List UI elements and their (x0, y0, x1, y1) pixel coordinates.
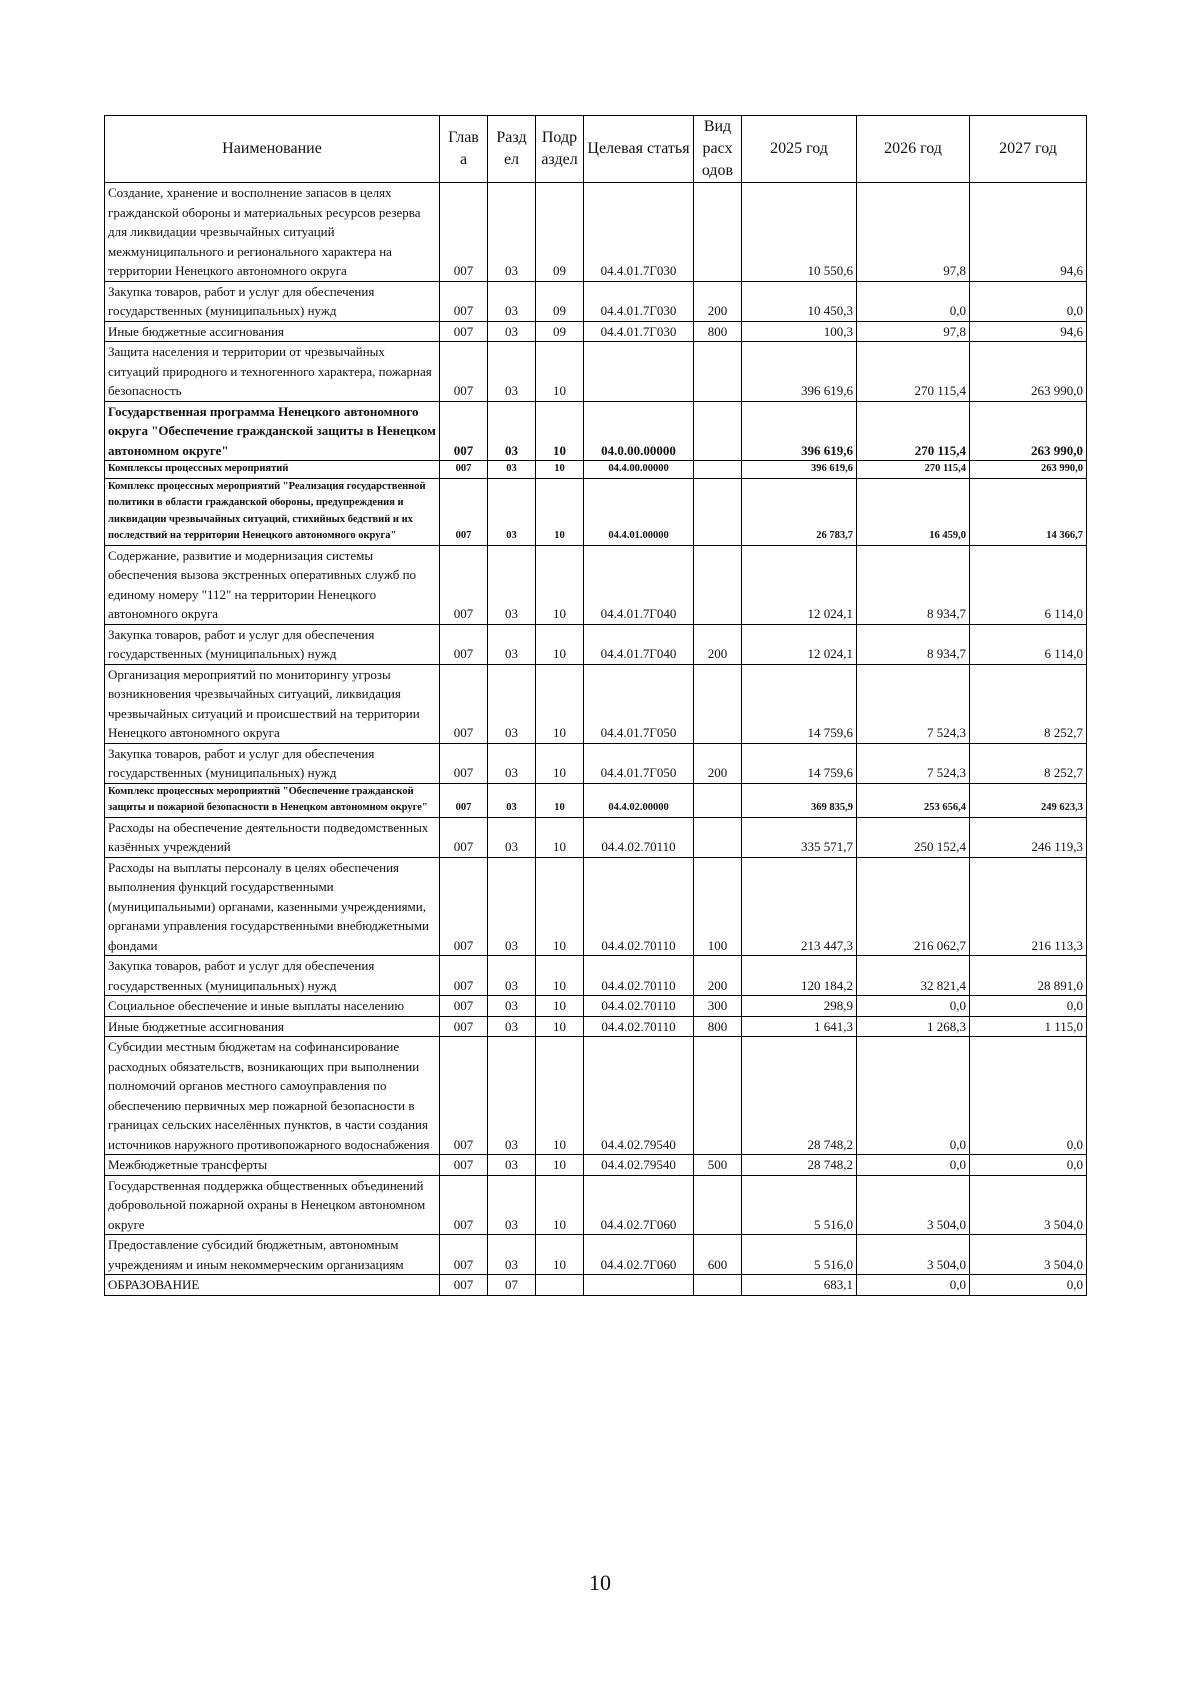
cell-podrazdel: 10 (536, 743, 584, 783)
cell-target: 04.4.02.70110 (584, 857, 694, 956)
cell-target: 04.4.02.00000 (584, 783, 694, 817)
table-body (105, 183, 1087, 1296)
cell-y2026: 0,0 (857, 1275, 970, 1296)
cell-razdel: 07 (488, 1275, 536, 1296)
cell-vid (694, 817, 742, 857)
cell-glava: 007 (440, 743, 488, 783)
cell-y2026: 3 504,0 (857, 1235, 970, 1275)
cell-target: 04.4.00.00000 (584, 461, 694, 479)
cell-y2026: 7 524,3 (857, 743, 970, 783)
cell-podrazdel: 09 (536, 281, 584, 321)
cell-podrazdel: 10 (536, 461, 584, 479)
cell-glava: 007 (440, 1037, 488, 1155)
cell-podrazdel: 10 (536, 401, 584, 461)
cell-podrazdel: 10 (536, 545, 584, 624)
cell-razdel: 03 (488, 401, 536, 461)
cell-target: 04.4.02.7Г060 (584, 1175, 694, 1235)
cell-podrazdel: 10 (536, 1235, 584, 1275)
header-glava: Глав а (440, 116, 488, 183)
cell-name: Комплексы процессных мероприятий (105, 461, 440, 479)
cell-vid (694, 1275, 742, 1296)
cell-y2025: 1 641,3 (742, 1016, 857, 1037)
cell-y2025: 12 024,1 (742, 545, 857, 624)
cell-y2025: 26 783,7 (742, 478, 857, 545)
cell-y2025: 14 759,6 (742, 743, 857, 783)
cell-glava: 007 (440, 281, 488, 321)
cell-name: Содержание, развитие и модернизация системы обеспечения вызова экстренных оперативных служб по единому номеру "112" на территории Ненецкого автономного округа (105, 545, 440, 624)
cell-name: Субсидии местным бюджетам на софинансирование расходных обязательств, возникающих при выполнении полномочий органов местного самоуправления по обеспечению первичных мер пожарной безопасности в границах сельских населённых пунктов, в части создания источников наружного противопожарного водоснабжения (105, 1037, 440, 1155)
cell-glava: 007 (440, 956, 488, 996)
cell-podrazdel: 10 (536, 1016, 584, 1037)
cell-name: Защита населения и территории от чрезвычайных ситуаций природного и техногенного характера, пожарная безопасность (105, 342, 440, 402)
cell-vid: 200 (694, 743, 742, 783)
cell-vid (694, 664, 742, 743)
cell-y2025: 213 447,3 (742, 857, 857, 956)
cell-y2027: 8 252,7 (970, 743, 1087, 783)
table-row (105, 857, 1087, 956)
cell-podrazdel: 10 (536, 342, 584, 402)
cell-target: 04.4.01.7Г050 (584, 743, 694, 783)
table-row (105, 461, 1087, 479)
cell-y2026: 3 504,0 (857, 1175, 970, 1235)
cell-name: Расходы на выплаты персоналу в целях обеспечения выполнения функций государственными (муниципальными) органами, казенными учреждениями, органами управления государственными внебюджетными фондами (105, 857, 440, 956)
cell-glava: 007 (440, 401, 488, 461)
cell-razdel: 03 (488, 743, 536, 783)
cell-vid (694, 783, 742, 817)
cell-glava: 007 (440, 1175, 488, 1235)
table-row (105, 401, 1087, 461)
cell-vid (694, 183, 742, 282)
cell-name: Закупка товаров, работ и услуг для обеспечения государственных (муниципальных) нужд (105, 281, 440, 321)
cell-glava: 007 (440, 342, 488, 402)
cell-vid: 100 (694, 857, 742, 956)
cell-target: 04.4.02.7Г060 (584, 1235, 694, 1275)
cell-y2026: 0,0 (857, 996, 970, 1017)
cell-vid (694, 401, 742, 461)
cell-razdel: 03 (488, 817, 536, 857)
cell-target (584, 342, 694, 402)
cell-razdel: 03 (488, 664, 536, 743)
table-row (105, 996, 1087, 1017)
cell-y2027: 263 990,0 (970, 401, 1087, 461)
cell-glava: 007 (440, 996, 488, 1017)
cell-name: Иные бюджетные ассигнования (105, 321, 440, 342)
cell-razdel: 03 (488, 1155, 536, 1176)
cell-y2026: 270 115,4 (857, 461, 970, 479)
cell-glava: 007 (440, 817, 488, 857)
cell-target: 04.4.02.70110 (584, 956, 694, 996)
cell-y2025: 100,3 (742, 321, 857, 342)
cell-razdel: 03 (488, 321, 536, 342)
cell-glava: 007 (440, 783, 488, 817)
cell-podrazdel: 09 (536, 183, 584, 282)
cell-vid: 800 (694, 321, 742, 342)
cell-target: 04.4.01.7Г030 (584, 183, 694, 282)
table-row (105, 743, 1087, 783)
cell-name: Комплекс процессных мероприятий "Обеспечение гражданской защиты и пожарной безопасности в Ненецком автономном округе" (105, 783, 440, 817)
cell-name: Закупка товаров, работ и услуг для обеспечения государственных (муниципальных) нужд (105, 743, 440, 783)
cell-y2027: 263 990,0 (970, 461, 1087, 479)
header-y2026: 2026 год (857, 116, 970, 183)
cell-y2026: 0,0 (857, 1037, 970, 1155)
cell-razdel: 03 (488, 624, 536, 664)
cell-target: 04.4.02.79540 (584, 1155, 694, 1176)
cell-y2027: 249 623,3 (970, 783, 1087, 817)
cell-podrazdel: 10 (536, 783, 584, 817)
cell-vid: 200 (694, 281, 742, 321)
cell-y2026: 0,0 (857, 1155, 970, 1176)
cell-y2027: 14 366,7 (970, 478, 1087, 545)
cell-razdel: 03 (488, 478, 536, 545)
cell-name: Социальное обеспечение и иные выплаты населению (105, 996, 440, 1017)
cell-name: ОБРАЗОВАНИЕ (105, 1275, 440, 1296)
cell-y2026: 8 934,7 (857, 624, 970, 664)
table-row (105, 478, 1087, 545)
cell-y2026: 253 656,4 (857, 783, 970, 817)
cell-y2025: 120 184,2 (742, 956, 857, 996)
cell-y2027: 6 114,0 (970, 545, 1087, 624)
cell-y2027: 94,6 (970, 183, 1087, 282)
cell-glava: 007 (440, 183, 488, 282)
cell-name: Государственная поддержка общественных объединений добровольной пожарной охраны в Ненецком автономном округе (105, 1175, 440, 1235)
cell-y2025: 396 619,6 (742, 461, 857, 479)
cell-y2026: 8 934,7 (857, 545, 970, 624)
table-row (105, 342, 1087, 402)
cell-y2027: 94,6 (970, 321, 1087, 342)
cell-y2026: 270 115,4 (857, 401, 970, 461)
cell-name: Создание, хранение и восполнение запасов в целях гражданской обороны и материальных ресурсов резерва для ликвидации чрезвычайных ситуаций межмуниципального и регионального характера на территории Ненецкого автономного округа (105, 183, 440, 282)
cell-name: Организация мероприятий по мониторингу угрозы возникновения чрезвычайных ситуаций, ликвидация чрезвычайных ситуаций и происшествий на территории Ненецкого автономного округа (105, 664, 440, 743)
table-row (105, 1175, 1087, 1235)
cell-vid: 800 (694, 1016, 742, 1037)
cell-podrazdel: 10 (536, 664, 584, 743)
table-row (105, 321, 1087, 342)
cell-name: Иные бюджетные ассигнования (105, 1016, 440, 1037)
cell-y2026: 270 115,4 (857, 342, 970, 402)
cell-name: Закупка товаров, работ и услуг для обеспечения государственных (муниципальных) нужд (105, 956, 440, 996)
cell-y2025: 335 571,7 (742, 817, 857, 857)
cell-glava: 007 (440, 545, 488, 624)
cell-target: 04.4.02.70110 (584, 996, 694, 1017)
cell-y2025: 396 619,6 (742, 401, 857, 461)
cell-y2026: 32 821,4 (857, 956, 970, 996)
cell-vid: 200 (694, 956, 742, 996)
cell-y2027: 263 990,0 (970, 342, 1087, 402)
cell-y2027: 0,0 (970, 1155, 1087, 1176)
cell-y2025: 298,9 (742, 996, 857, 1017)
table-row (105, 183, 1087, 282)
table-row (105, 817, 1087, 857)
cell-y2026: 216 062,7 (857, 857, 970, 956)
cell-glava: 007 (440, 624, 488, 664)
cell-y2027: 6 114,0 (970, 624, 1087, 664)
table-row (105, 956, 1087, 996)
cell-y2025: 10 550,6 (742, 183, 857, 282)
cell-target: 04.0.00.00000 (584, 401, 694, 461)
cell-vid: 600 (694, 1235, 742, 1275)
cell-razdel: 03 (488, 857, 536, 956)
cell-name: Предоставление субсидий бюджетным, автономным учреждениям и иным некоммерческим организациям (105, 1235, 440, 1275)
cell-target: 04.4.01.7Г040 (584, 624, 694, 664)
cell-glava: 007 (440, 1235, 488, 1275)
cell-y2027: 8 252,7 (970, 664, 1087, 743)
cell-name: Межбюджетные трансферты (105, 1155, 440, 1176)
cell-podrazdel: 10 (536, 857, 584, 956)
cell-y2027: 3 504,0 (970, 1235, 1087, 1275)
cell-podrazdel: 10 (536, 956, 584, 996)
cell-glava: 007 (440, 857, 488, 956)
cell-vid: 500 (694, 1155, 742, 1176)
cell-razdel: 03 (488, 1235, 536, 1275)
cell-name: Расходы на обеспечение деятельности подведомственных казённых учреждений (105, 817, 440, 857)
cell-podrazdel: 09 (536, 321, 584, 342)
cell-razdel: 03 (488, 1175, 536, 1235)
cell-y2027: 0,0 (970, 1037, 1087, 1155)
cell-vid (694, 478, 742, 545)
cell-y2025: 683,1 (742, 1275, 857, 1296)
cell-podrazdel: 10 (536, 817, 584, 857)
cell-y2025: 28 748,2 (742, 1155, 857, 1176)
budget-table (104, 115, 1087, 1296)
cell-y2026: 1 268,3 (857, 1016, 970, 1037)
cell-y2026: 16 459,0 (857, 478, 970, 545)
table-row (105, 783, 1087, 817)
cell-y2027: 1 115,0 (970, 1016, 1087, 1037)
cell-target (584, 1275, 694, 1296)
table-header-row (105, 116, 1087, 183)
cell-y2025: 5 516,0 (742, 1235, 857, 1275)
cell-target: 04.4.01.7Г050 (584, 664, 694, 743)
cell-target: 04.4.01.7Г040 (584, 545, 694, 624)
cell-target: 04.4.02.79540 (584, 1037, 694, 1155)
cell-podrazdel: 10 (536, 1155, 584, 1176)
cell-name: Комплекс процессных мероприятий "Реализация государственной политики в области гражданской обороны, предупреждения и ликвидации чрезвычайных ситуаций, стихийных бедствий и их последствий на территории Ненецкого автономного округа" (105, 478, 440, 545)
table-row (105, 1037, 1087, 1155)
cell-razdel: 03 (488, 342, 536, 402)
cell-y2025: 14 759,6 (742, 664, 857, 743)
cell-target: 04.4.01.7Г030 (584, 321, 694, 342)
cell-razdel: 03 (488, 545, 536, 624)
table-row (105, 1275, 1087, 1296)
cell-razdel: 03 (488, 183, 536, 282)
cell-podrazdel (536, 1275, 584, 1296)
cell-razdel: 03 (488, 783, 536, 817)
cell-y2027: 0,0 (970, 996, 1087, 1017)
cell-vid (694, 1037, 742, 1155)
table-row (105, 624, 1087, 664)
cell-target: 04.4.01.00000 (584, 478, 694, 545)
table-row (105, 1155, 1087, 1176)
header-razdel: Разд ел (488, 116, 536, 183)
cell-y2027: 216 113,3 (970, 857, 1087, 956)
cell-y2027: 0,0 (970, 1275, 1087, 1296)
header-podrazdel: Подр аздел (536, 116, 584, 183)
cell-glava: 007 (440, 1155, 488, 1176)
cell-y2025: 396 619,6 (742, 342, 857, 402)
cell-y2025: 10 450,3 (742, 281, 857, 321)
cell-y2027: 28 891,0 (970, 956, 1087, 996)
cell-y2025: 5 516,0 (742, 1175, 857, 1235)
cell-glava: 007 (440, 1016, 488, 1037)
cell-target: 04.4.02.70110 (584, 1016, 694, 1037)
cell-razdel: 03 (488, 1016, 536, 1037)
cell-name: Закупка товаров, работ и услуг для обеспечения государственных (муниципальных) нужд (105, 624, 440, 664)
cell-razdel: 03 (488, 461, 536, 479)
header-y2025: 2025 год (742, 116, 857, 183)
cell-y2026: 0,0 (857, 281, 970, 321)
cell-podrazdel: 10 (536, 478, 584, 545)
cell-y2026: 97,8 (857, 183, 970, 282)
cell-y2025: 369 835,9 (742, 783, 857, 817)
table-row (105, 1235, 1087, 1275)
header-y2027: 2027 год (970, 116, 1087, 183)
table-row (105, 1016, 1087, 1037)
cell-glava: 007 (440, 1275, 488, 1296)
cell-glava: 007 (440, 478, 488, 545)
cell-target: 04.4.02.70110 (584, 817, 694, 857)
table-row (105, 281, 1087, 321)
table-row (105, 545, 1087, 624)
cell-vid (694, 545, 742, 624)
cell-podrazdel: 10 (536, 1037, 584, 1155)
cell-vid (694, 461, 742, 479)
cell-podrazdel: 10 (536, 996, 584, 1017)
cell-y2027: 3 504,0 (970, 1175, 1087, 1235)
cell-name: Государственная программа Ненецкого автономного округа "Обеспечение гражданской защиты в Ненецком автономном округе" (105, 401, 440, 461)
cell-y2026: 250 152,4 (857, 817, 970, 857)
cell-y2027: 0,0 (970, 281, 1087, 321)
cell-razdel: 03 (488, 281, 536, 321)
cell-podrazdel: 10 (536, 624, 584, 664)
cell-razdel: 03 (488, 1037, 536, 1155)
cell-glava: 007 (440, 321, 488, 342)
cell-vid (694, 342, 742, 402)
cell-y2025: 12 024,1 (742, 624, 857, 664)
cell-glava: 007 (440, 461, 488, 479)
cell-y2026: 97,8 (857, 321, 970, 342)
header-target: Целевая статья (584, 116, 694, 183)
cell-y2026: 7 524,3 (857, 664, 970, 743)
cell-razdel: 03 (488, 956, 536, 996)
cell-target: 04.4.01.7Г030 (584, 281, 694, 321)
cell-vid: 200 (694, 624, 742, 664)
cell-glava: 007 (440, 664, 488, 743)
header-name: Наименование (105, 116, 440, 183)
cell-podrazdel: 10 (536, 1175, 584, 1235)
cell-vid: 300 (694, 996, 742, 1017)
cell-vid (694, 1175, 742, 1235)
cell-y2025: 28 748,2 (742, 1037, 857, 1155)
page-number: 10 (589, 1570, 611, 1595)
table-row (105, 664, 1087, 743)
header-vid: Вид расх одов (694, 116, 742, 183)
cell-razdel: 03 (488, 996, 536, 1017)
cell-y2027: 246 119,3 (970, 817, 1087, 857)
